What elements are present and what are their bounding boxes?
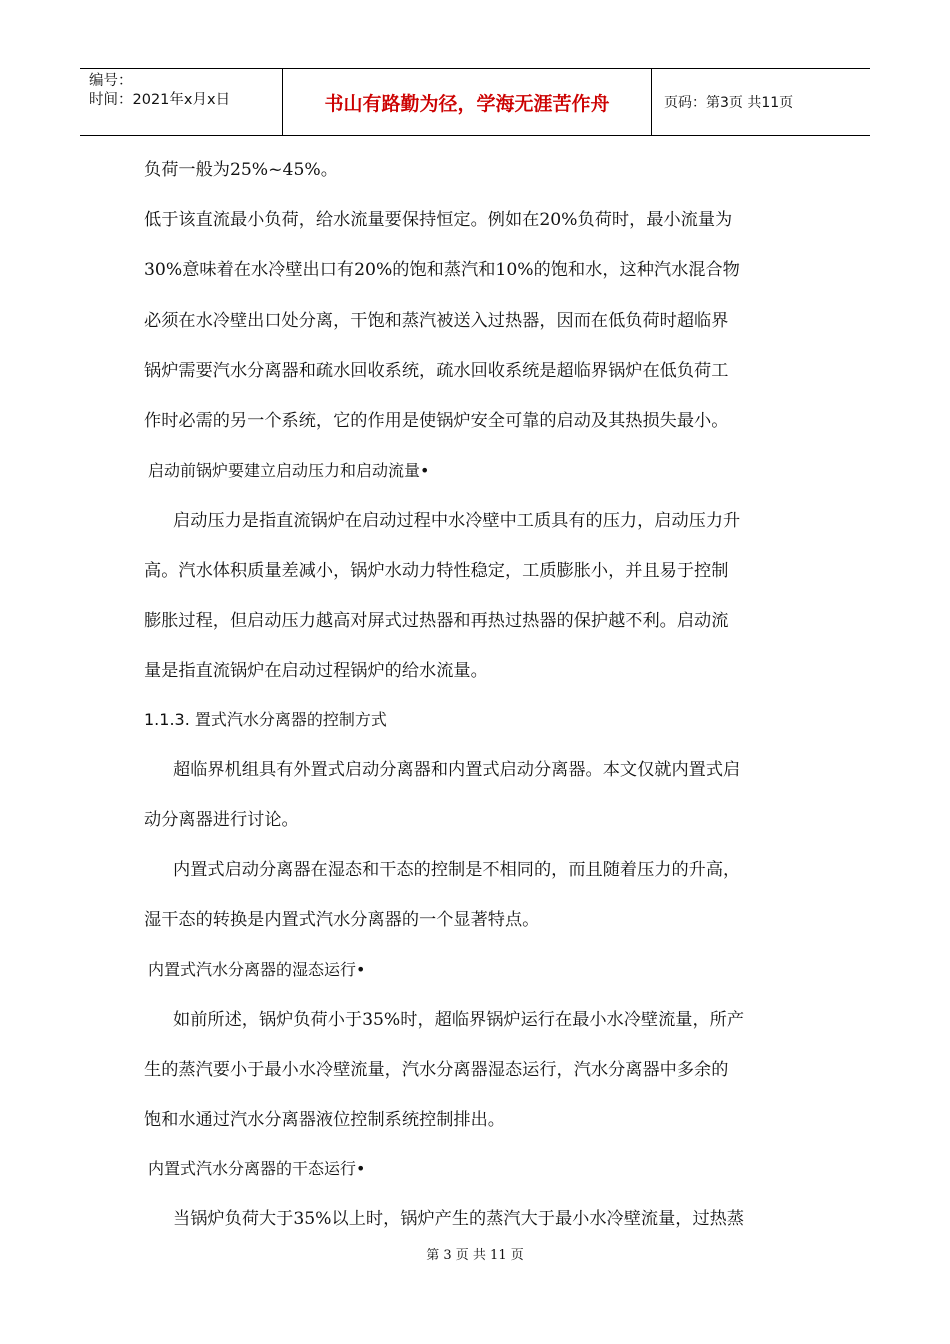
- body-line: 锅炉需要汽水分离器和疏水回收系统，疏水回收系统是超临界锅炉在低负荷工: [144, 361, 729, 381]
- body-line: 高。汽水体积质量差减小，锅炉水动力特性稳定，工质膨胀小，并且易于控制: [144, 561, 729, 581]
- body-line: 饱和水通过汽水分离器液位控制系统控制排出。: [144, 1110, 505, 1130]
- body-line: 30%意味着在水冷壁出口有20%的饱和蒸汽和10%的饱和水，这种汽水混合物: [144, 260, 740, 280]
- body-line: 作时必需的另一个系统，它的作用是使锅炉安全可靠的启动及其热损失最小。: [144, 411, 729, 431]
- body-line: 湿干态的转换是内置式汽水分离器的一个显著特点。: [144, 910, 540, 930]
- header-meta-cell: [80, 69, 283, 135]
- body-line: 当锅炉负荷大于35%以上时，锅炉产生的蒸汽大于最小水冷壁流量，过热蒸: [173, 1209, 745, 1229]
- body-line: 生的蒸汽要小于最小水冷壁流量，汽水分离器湿态运行，汽水分离器中多余的: [144, 1060, 729, 1080]
- header-table: [80, 68, 870, 136]
- body-line: 量是指直流锅炉在启动过程锅炉的给水流量。: [144, 661, 488, 681]
- number-label: 编号：: [89, 73, 133, 89]
- motto-text: 书山有路勤为径，学海无涯苦作舟: [324, 92, 610, 115]
- page-footer: [0, 1244, 950, 1263]
- body-line: 动分离器进行讨论。: [144, 810, 299, 830]
- subheading: 内置式汽水分离器的湿态运行•: [148, 960, 366, 979]
- time-label: 时间：2021年x月x日: [89, 92, 231, 108]
- footer-page-number: 第 3 页 共 11 页: [426, 1248, 524, 1263]
- body-line: 内置式启动分离器在湿态和干态的控制是不相同的，而且随着压力的升高，: [173, 860, 741, 880]
- body-line: 必须在水冷壁出口处分离，干饱和蒸汽被送入过热器，因而在低负荷时超临界: [144, 311, 729, 331]
- body-line: 如前所述，锅炉负荷小于35%时，超临界锅炉运行在最小水冷壁流量，所产: [173, 1010, 745, 1030]
- body-line: 启动压力是指直流锅炉在启动过程中水冷壁中工质具有的压力，启动压力升: [173, 511, 741, 531]
- body-line: 负荷一般为25%~45%。: [144, 160, 338, 180]
- page-info-cell: [652, 69, 870, 135]
- motto-cell: [283, 69, 652, 135]
- subheading: 内置式汽水分离器的干态运行•: [148, 1159, 366, 1178]
- body-line: 超临界机组具有外置式启动分离器和内置式启动分离器。本文仅就内置式启: [173, 760, 741, 780]
- section-heading: 1.1.3. 置式汽水分离器的控制方式: [144, 710, 387, 729]
- body-line: 低于该直流最小负荷，给水流量要保持恒定。例如在20%负荷时，最小流量为: [144, 210, 733, 230]
- body-line: 膨胀过程，但启动压力越高对屏式过热器和再热过热器的保护越不利。启动流: [144, 611, 729, 631]
- subheading: 启动前锅炉要建立启动压力和启动流量•: [148, 461, 430, 480]
- page-info-text: 页码：第3页 共11页: [664, 95, 794, 111]
